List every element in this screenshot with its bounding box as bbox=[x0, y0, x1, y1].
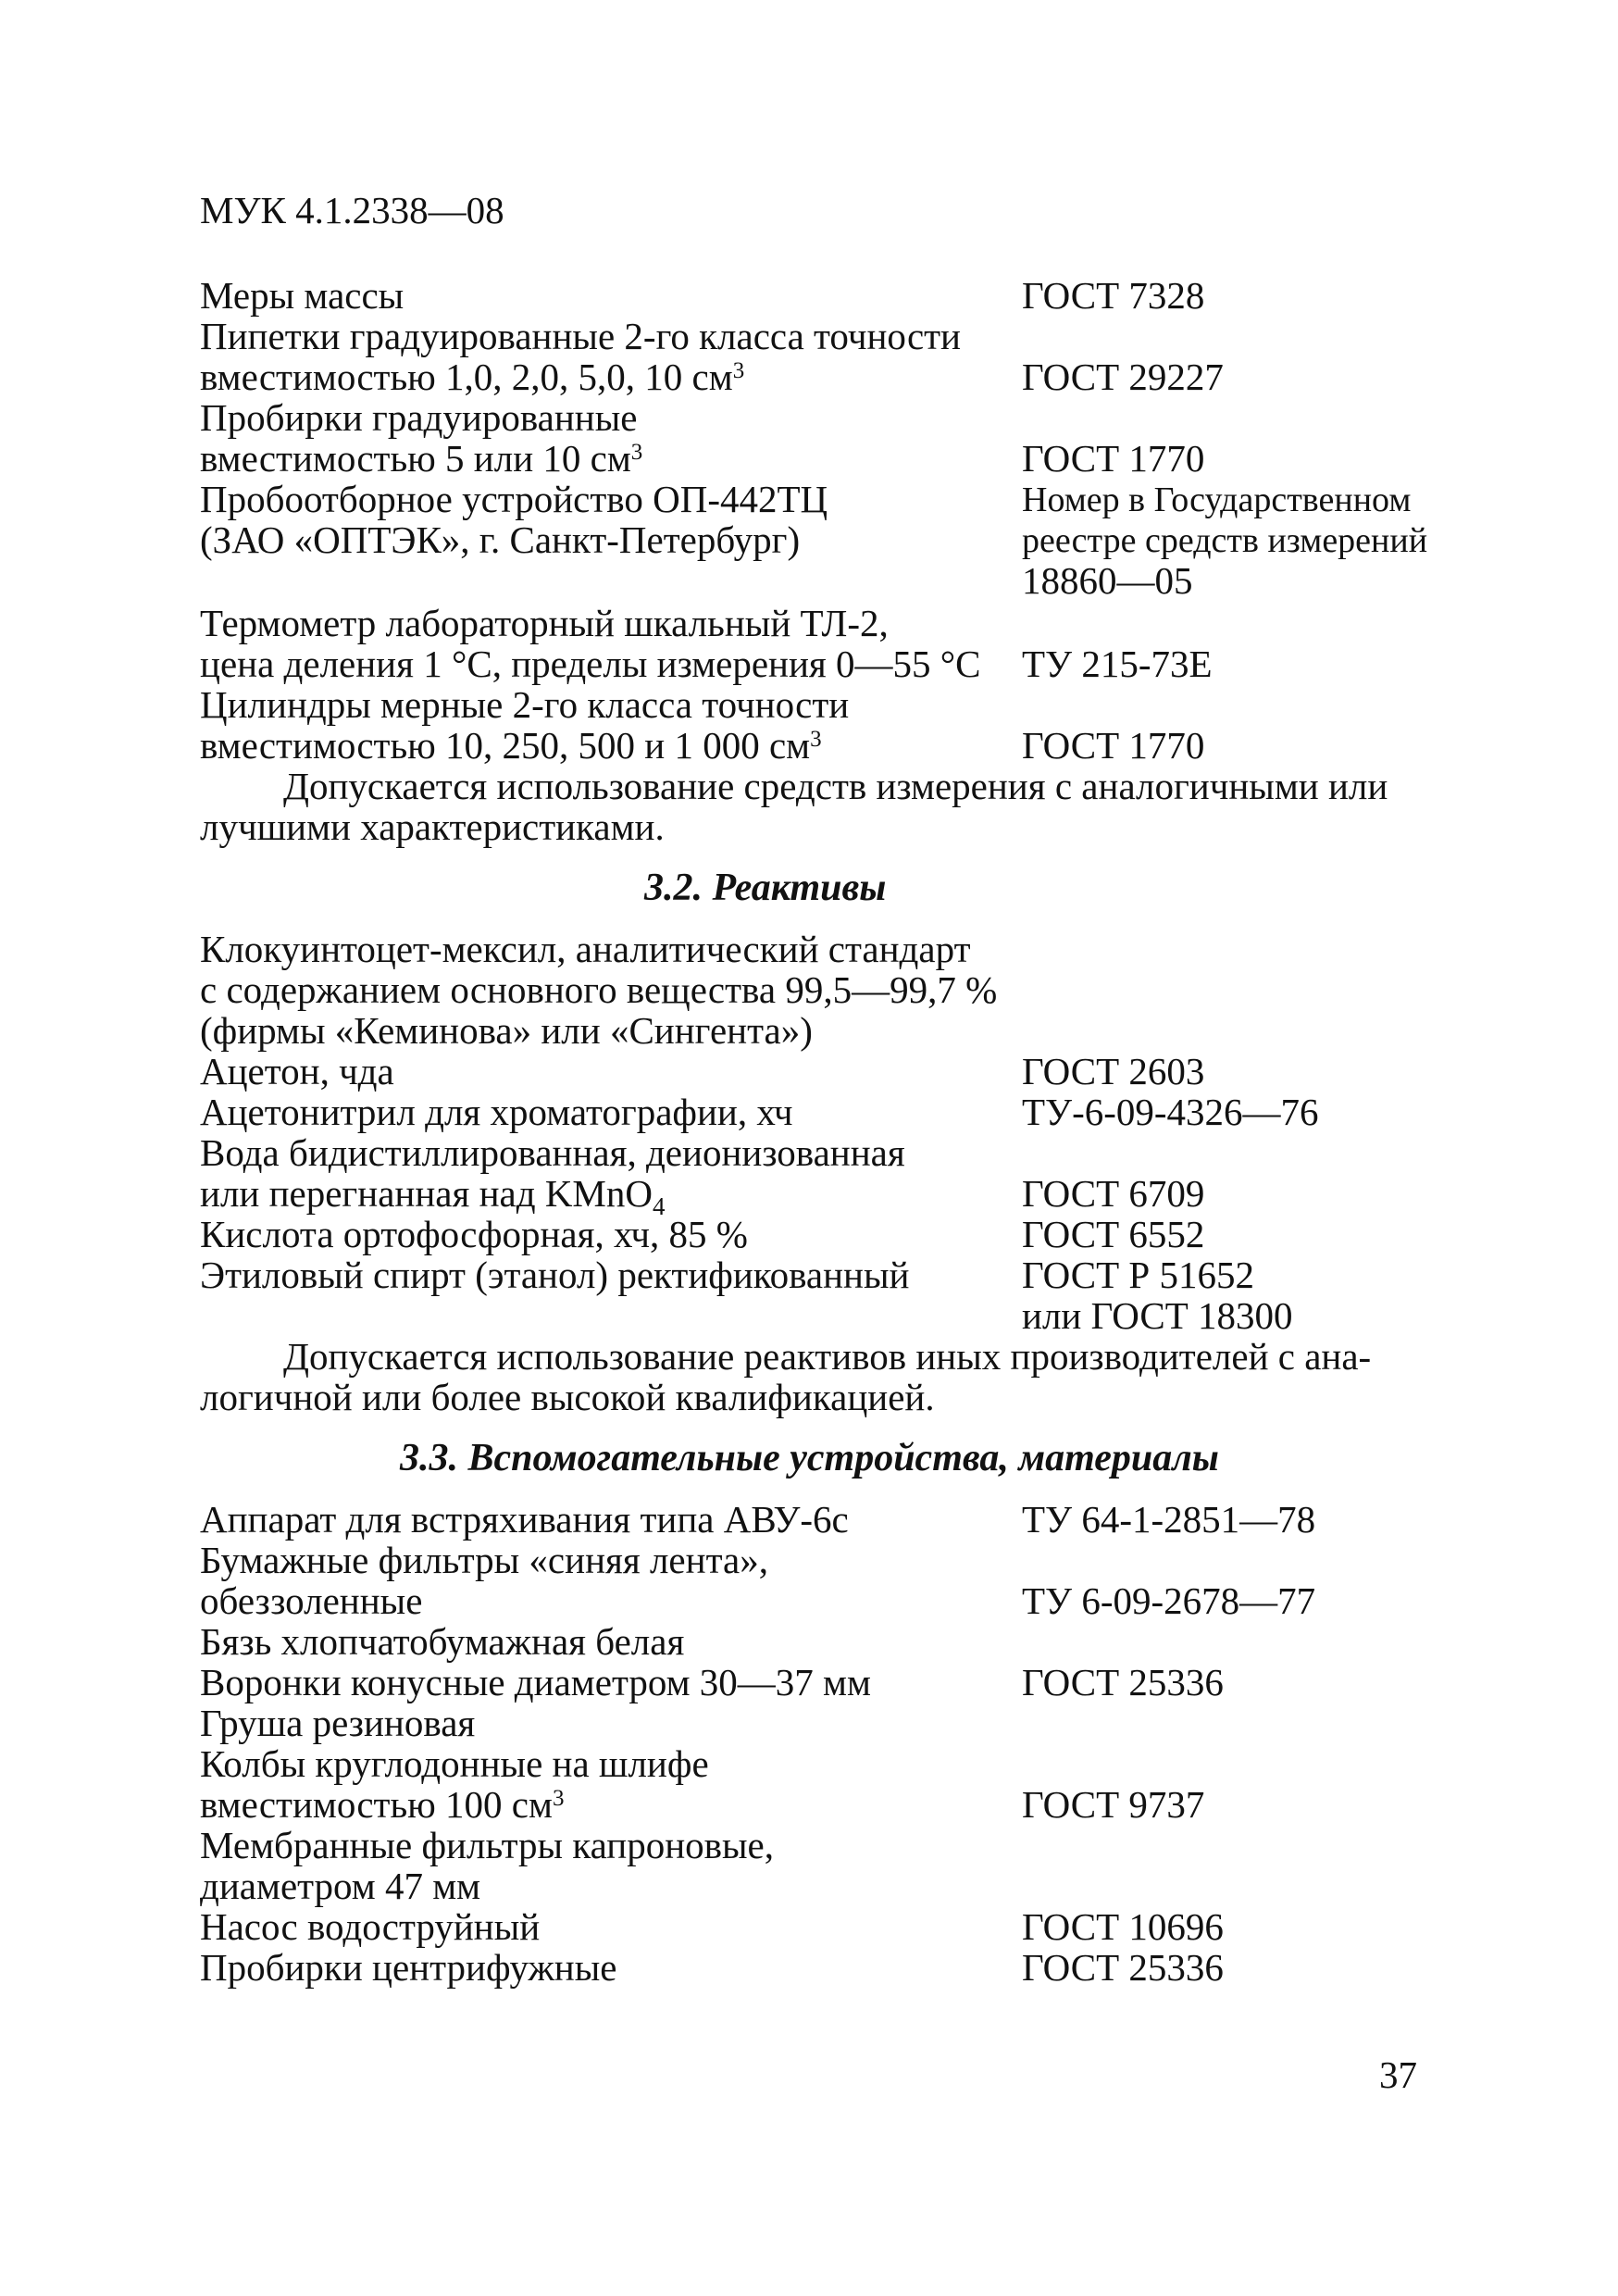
list-item-standard: ГОСТ 25336 bbox=[1022, 1661, 1224, 1703]
list-item-label: (фирмы «Кеминова» или «Сингента») bbox=[200, 1009, 813, 1052]
list-item-label: с содержанием основного вещества 99,5—99,7 % bbox=[200, 968, 998, 1011]
list-item-label: Кислота ортофосфорная, хч, 85 % bbox=[200, 1213, 748, 1255]
list-item-label: цена деления 1 °С, пределы измерения 0—55 °С bbox=[200, 643, 981, 685]
list-item-label: Груша резиновая bbox=[200, 1702, 476, 1744]
list-item-label: вместимостью 5 или 10 $см^3$ bbox=[200, 437, 643, 480]
list-item-standard: ТУ 6-09-2678—77 bbox=[1022, 1579, 1316, 1622]
paragraph-note: Допускается использование средств измерения с аналогичными или bbox=[283, 765, 1388, 807]
list-item-standard: ГОСТ 1770 bbox=[1022, 437, 1205, 480]
list-item-label: Воронки конусные диаметром 30—37 мм bbox=[200, 1661, 871, 1703]
superscript-unit: 3 bbox=[732, 358, 745, 384]
list-item-standard: ГОСТ Р 51652 bbox=[1022, 1254, 1254, 1296]
list-item-label: Аппарат для встряхивания типа АВУ-6с bbox=[200, 1498, 849, 1541]
paragraph-note-continuation: лучшими характеристиками. bbox=[200, 805, 665, 848]
list-item-label: Бумажные фильтры «синяя лента», bbox=[200, 1539, 768, 1581]
superscript-unit: 3 bbox=[552, 1786, 565, 1812]
list-item-label: вместимостью 10, 250, 500 и 1 000 $см^3$ bbox=[200, 724, 822, 767]
list-item-standard: ТУ 64-1-2851—78 bbox=[1022, 1498, 1316, 1541]
document-code-header: МУК 4.1.2338—08 bbox=[200, 189, 504, 231]
superscript-unit: 3 bbox=[810, 727, 822, 753]
list-item-label: Вода бидистиллированная, деионизованная bbox=[200, 1131, 905, 1174]
list-item-label: Ацетон, чда bbox=[200, 1050, 394, 1092]
list-item-standard: Номер в Государственном bbox=[1022, 480, 1412, 519]
list-item-label: Бязь хлопчатобумажная белая bbox=[200, 1620, 685, 1663]
list-item-label: обеззоленные bbox=[200, 1579, 423, 1622]
list-item-label: Цилиндры мерные 2-го класса точности bbox=[200, 683, 850, 726]
paragraph-note: Допускается использование реактивов иных производителей с ана- bbox=[283, 1335, 1372, 1378]
list-item-standard: ГОСТ 25336 bbox=[1022, 1946, 1224, 1989]
list-item-label: или перегнанная над KMnO$_4$ bbox=[200, 1172, 666, 1221]
list-item-label: Термометр лабораторный шкальный ТЛ-2, bbox=[200, 602, 889, 644]
list-item-standard: или ГОСТ 18300 bbox=[1022, 1294, 1293, 1337]
paragraph-note-continuation: логичной или более высокой квалификацией. bbox=[200, 1376, 935, 1418]
list-item-standard: ТУ 215-73Е bbox=[1022, 643, 1213, 685]
list-item-standard: ГОСТ 29227 bbox=[1022, 356, 1224, 398]
list-item-label: диаметром 47 мм bbox=[200, 1865, 481, 1907]
list-item-label: Этиловый спирт (этанол) ректификованный bbox=[200, 1254, 910, 1296]
list-item-standard: ГОСТ 1770 bbox=[1022, 724, 1205, 767]
superscript-unit: 3 bbox=[630, 440, 643, 466]
list-item-standard: 18860—05 bbox=[1022, 559, 1193, 602]
list-item-label: Колбы круглодонные на шлифе bbox=[200, 1742, 709, 1785]
list-item-label: (ЗАО «ОПТЭК», г. Санкт-Петербург) bbox=[200, 518, 801, 561]
list-item-label: Пробоотборное устройство ОП-442ТЦ bbox=[200, 478, 828, 520]
list-item-label: Ацетонитрил для хроматографии, хч bbox=[200, 1091, 793, 1133]
list-item-label: Пипетки градуированные 2-го класса точности bbox=[200, 315, 962, 357]
list-item-label: вместимостью 100 $см^3$ bbox=[200, 1783, 565, 1826]
list-item-standard: ТУ-6-09-4326—76 bbox=[1022, 1091, 1319, 1133]
list-item-label: Пробирки градуированные bbox=[200, 396, 638, 439]
list-item-standard: ГОСТ 6709 bbox=[1022, 1172, 1205, 1215]
subscript-index: 4 bbox=[653, 1192, 666, 1221]
list-item-label: Клокуинтоцет-мексил, аналитический стандарт bbox=[200, 928, 971, 970]
list-item-label: Насос водоструйный bbox=[200, 1905, 541, 1948]
list-item-standard: ГОСТ 2603 bbox=[1022, 1050, 1205, 1092]
list-item-standard: ГОСТ 7328 bbox=[1022, 274, 1205, 317]
list-item-label: Мембранные фильтры капроновые, bbox=[200, 1824, 775, 1866]
list-item-standard: ГОСТ 9737 bbox=[1022, 1783, 1205, 1826]
list-item-label: вместимостью 1,0, 2,0, 5,0, 10 $см^3$ bbox=[200, 356, 745, 398]
section-heading-reagents: 3.2. Реактивы bbox=[644, 867, 887, 909]
list-item-label: Меры массы bbox=[200, 274, 404, 317]
list-item-label: Пробирки центрифужные bbox=[200, 1946, 617, 1989]
list-item-standard: ГОСТ 6552 bbox=[1022, 1213, 1205, 1255]
list-item-standard: ГОСТ 10696 bbox=[1022, 1905, 1224, 1948]
section-heading-auxiliary: 3.3. Вспомогательные устройства, материалы bbox=[400, 1437, 1219, 1479]
list-item-standard: реестре средств измерений bbox=[1022, 521, 1428, 560]
page-number: 37 bbox=[1379, 2053, 1417, 2096]
